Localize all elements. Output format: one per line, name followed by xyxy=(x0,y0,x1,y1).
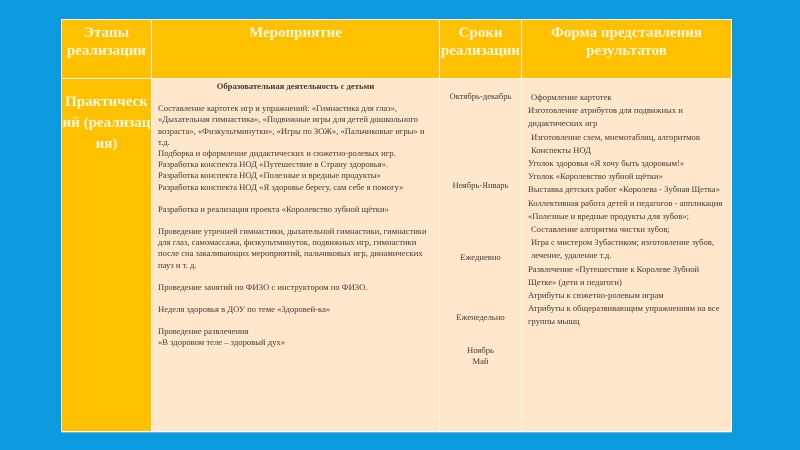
event-section-title: Образовательная деятельность с детьми xyxy=(216,81,375,91)
event-item: Проведение утренней гимнастики, дыхательной гимнастики, гимнастики для глаз, самомассажа, физкультминуток, подвижных игр, гимнастики после сна закаливающих мероприятий, пальчиковых игр, динамических пауз и т. д. xyxy=(158,226,427,270)
form-item: Составление алгоритма чистки зубов; xyxy=(531,224,670,235)
form-item: Конспекты НОД xyxy=(531,144,592,155)
event-item: Составление картотек игр и упражнений: «Гимнастика для глаз», «Дыхательная гимнастика», «Подвижные игры для детей дошкольного возраста», «Физкультминутки», «Игры по ЗОЖ», «Пальчиковые игры» и т.д. xyxy=(158,103,425,147)
event-item: Проведение развлечения xyxy=(158,326,249,337)
stage-cell: Практический (реализация) xyxy=(62,79,152,432)
form-item: Игра с мистером Зубастиком; изготовление зубов, лечение, удаление т.д. xyxy=(531,237,714,261)
form-item: Изготовление атрибутов для подвижных и дидактических игр xyxy=(528,105,683,129)
event-item: Подборка и оформление дидактических и сюжетно-ролевых игр. xyxy=(158,148,396,159)
event-item: Разработка конспекта НОД «Я здоровье берегу, сам себе я помогу» xyxy=(158,181,404,192)
header-form: Форма представления результатов xyxy=(522,20,732,79)
term-item: Ноябрь xyxy=(467,345,494,355)
event-cell xyxy=(152,79,440,432)
event-item: Разработка конспекта НОД «Полезные и вредные продукты» xyxy=(158,170,381,181)
form-item: Развлечение «Путешествие к Королеве Зубной Щетке» (дети и педагоги) xyxy=(528,263,700,287)
term-item: Ежедневно xyxy=(460,252,501,262)
table-row-practical xyxy=(62,79,732,432)
event-item: Разработка конспекта НОД «Путешествие в Страну здоровья». xyxy=(158,159,389,170)
event-item: Неделя здоровья в ДОУ по теме «Здоровей-ка» xyxy=(158,304,331,315)
form-item: Уголок здоровья «Я хочу быть здоровым!» xyxy=(528,158,685,169)
term-item: Еженедельно xyxy=(456,312,505,322)
form-item: Коллективная работа детей и педагогов - аппликация «Полезные и вредные продукты для зубов»; xyxy=(528,197,723,221)
term-cell xyxy=(440,79,522,432)
implementation-plan-table xyxy=(61,19,732,432)
term-item: Ноябрь-Январь xyxy=(452,180,509,190)
term-item: Октябрь-декабрь xyxy=(449,91,512,101)
event-item: Разработка и реализация проекта «Королевство зубной щётки» xyxy=(158,203,389,214)
form-item: Выставка детских работ «Королева - Зубная Щетка» xyxy=(528,184,720,195)
form-item: Оформление картотек xyxy=(531,92,612,102)
form-item: Атрибуты к общеразвивающим упражнениям на все группы мышц xyxy=(528,303,720,327)
form-item: Атрибуты к сюжетно-ролевым играм xyxy=(528,290,664,301)
form-cell xyxy=(522,79,732,432)
header-term: Сроки реализации xyxy=(440,20,522,79)
form-item: Уголок «Королевство зубной щётки» xyxy=(528,171,663,182)
table-header-row xyxy=(62,20,732,79)
header-stage: Этапы реализации xyxy=(62,20,152,79)
event-item: Проведение занятий по ФИЗО с инструктором по ФИЗО. xyxy=(158,281,368,292)
form-item: Изготовление схем, мнемотаблиц, алгоритмов xyxy=(531,131,700,142)
header-event: Мероприятие xyxy=(152,20,440,79)
term-item: Май xyxy=(472,356,489,366)
event-item: «В здоровом теле – здоровый дух» xyxy=(158,337,286,348)
